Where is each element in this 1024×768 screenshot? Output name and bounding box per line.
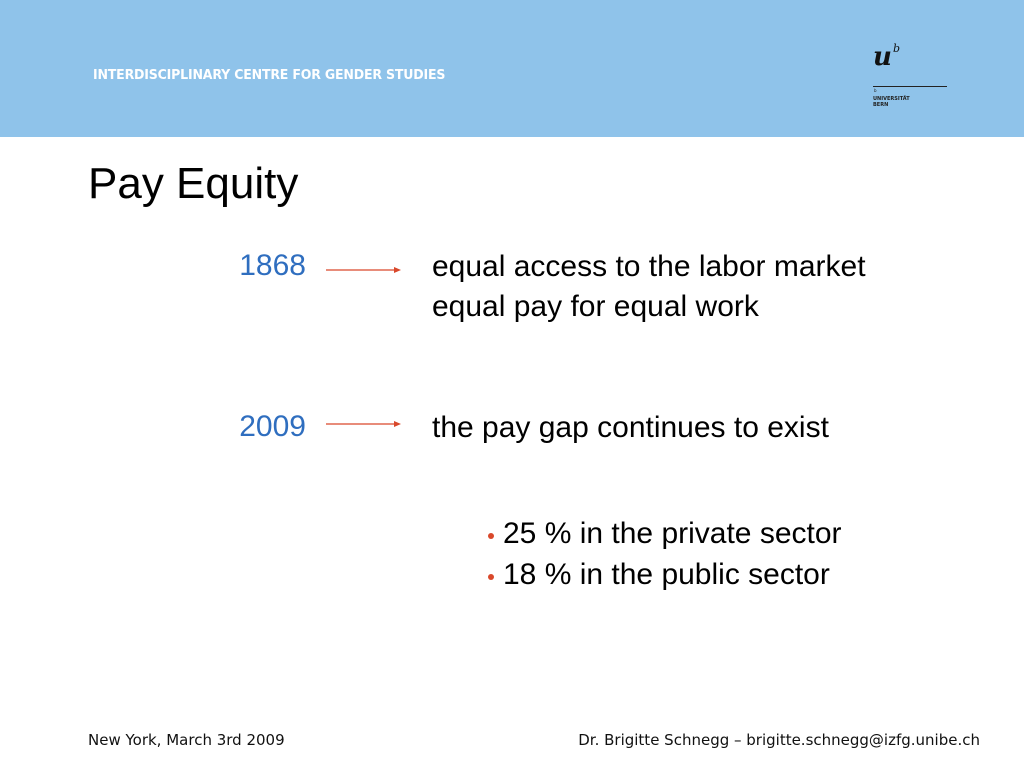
- logo-small-b: b: [874, 88, 877, 93]
- logo-mark: u: [873, 42, 892, 72]
- list-item: [488, 513, 842, 554]
- statement-labor-market: equal access to the labor market: [432, 250, 866, 283]
- logo-line-2: BERN: [873, 102, 889, 108]
- list-item: [488, 554, 842, 595]
- bullet-text: 25 % in the private sector: [503, 517, 842, 550]
- logo-line-1: UNIVERSITÄT: [873, 96, 910, 102]
- university-logo: [873, 44, 949, 112]
- year-label-2009: 2009: [239, 410, 306, 443]
- footer-location-date: New York, March 3rd 2009: [88, 731, 285, 749]
- logo-divider: [873, 86, 947, 87]
- bullet-icon: [488, 533, 494, 539]
- logo-superscript: b: [893, 42, 901, 55]
- year-label-1868: 1868: [239, 249, 306, 282]
- slide-title: Pay Equity: [88, 159, 299, 208]
- statement-equal-pay: equal pay for equal work: [432, 290, 759, 323]
- arrow-right-icon: [326, 419, 402, 429]
- institute-name: INTERDISCIPLINARY CENTRE FOR GENDER STUDIES: [93, 67, 446, 83]
- pay-gap-bullets: [488, 513, 842, 595]
- arrow-right-icon: [326, 265, 402, 275]
- footer-author-contact: Dr. Brigitte Schnegg – brigitte.schnegg@izfg.unibe.ch: [578, 731, 980, 749]
- bullet-icon: [488, 574, 494, 580]
- bullet-text: 18 % in the public sector: [503, 558, 830, 591]
- header-banner: [0, 0, 1024, 137]
- statement-pay-gap: the pay gap continues to exist: [432, 411, 829, 444]
